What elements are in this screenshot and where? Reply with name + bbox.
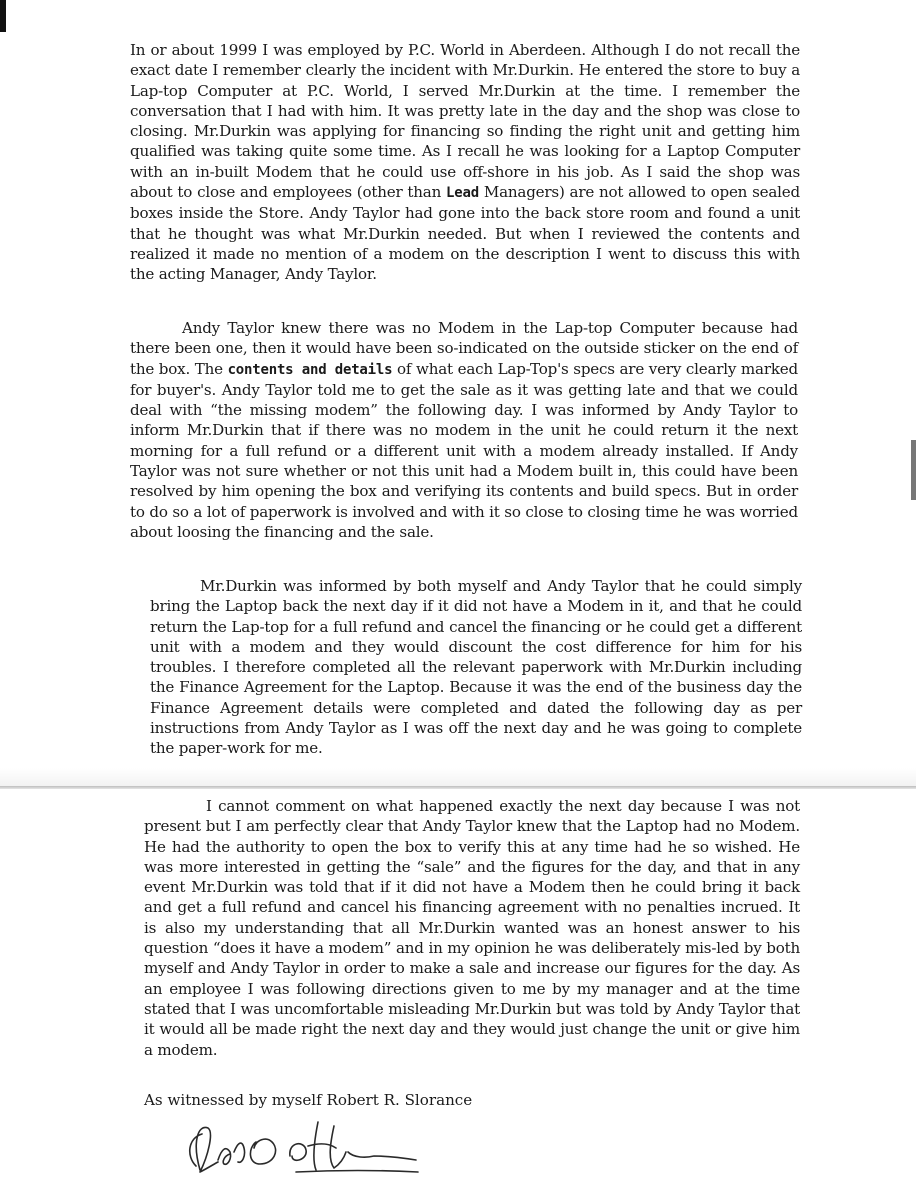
paragraph-2 [130, 318, 798, 542]
paragraph-1 [130, 40, 800, 285]
paragraph-1-bold-word: Lead [446, 185, 479, 202]
paragraph-2-bold-phrase: contents and details [227, 361, 393, 378]
paragraph-2-text-end: of what each Lap-Top's specs are very clearly marked for buyer's. Andy Taylor told me to get the sale as it was getting late and that we could deal with “the missing modem” the following day. I was informed by Andy Taylor to inform Mr.Durkin that if there was no modem in the unit he could return it the next morning for a full refund or a different unit with a modem already installed. If Andy Taylor was not sure whether or not this unit had a Modem built in, this could have been resolved by him opening the box and verifying its contents and build specs. But in order to do so a lot of paperwork is involved and with it so close to closing time he was worried about loosing the financing and the sale. [130, 359, 798, 541]
witness-line: As witnessed by myself Robert R. Slorance [144, 1091, 473, 1109]
paragraph-1-text-end: Managers) are not allowed to open sealed boxes inside the Store. Andy Taylor had gone into the back store room and found a unit that he thought was what Mr.Durkin needed. But when I reviewed the contents and realized it made no mention of a modem on the description I went to discuss this with the acting Manager, Andy Taylor. [130, 183, 800, 284]
scan-edge-mark [0, 0, 6, 32]
paragraph-2-text: Andy Taylor knew there was no Modem in the Lap-top Computer because had there been one, then it would have been so-indicated on the outside sticker on the end of the box. The [130, 319, 798, 378]
paragraph-4: I cannot comment on what happened exactly the next day because I was not present but I am perfectly clear that Andy Taylor knew that the Laptop had no Modem. He had the authority to open the box to verify this at any time had he so wished. He was more interested in getting the “sale” and the figures for the day, and that in any event Mr.Durkin was told that if it did not have a Modem then he could bring it back and get a full refund and cancel his financing agreement with no penalties incrued. It is also my understanding that all Mr.Durkin wanted was an honest answer to his question “does it have a modem” and in my opinion he was deliberately mis-led by both myself and Andy Taylor in order to make a sale and increase our figures for the day. As an employee I was following directions given to me by my manager and at the time stated that I was uncomfortable misleading Mr.Durkin but was told by Andy Taylor that it would all be made right the next day and they would just change the unit or give him a modem. [144, 797, 800, 1059]
scan-edge-mark-right [911, 440, 916, 500]
paper-fold-shadow [0, 768, 916, 786]
paper-fold-line [0, 786, 916, 789]
paragraph-3: Mr.Durkin was informed by both myself and Andy Taylor that he could simply bring the Laptop back the next day if it did not have a Modem in it, and that he could return the Lap-top for a full refund and cancel the financing or he could get a different unit with a modem and they would discount the cost difference for him for his troubles. I therefore completed all the relevant paperwork with Mr.Durkin including the Finance Agreement for the Laptop. Because it was the end of the business day the Finance Agreement details were completed and dated the following day as per instructions from Andy Taylor as I was off the next day and he was going to complete the paper-work for me. [150, 577, 802, 758]
paragraph-1-text: In or about 1999 I was employed by P.C. World in Aberdeen. Although I do not recall the exact date I remember clearly the incident with Mr.Durkin. He entered the store to buy a Lap-top Computer at P.C. World, I served Mr.Durkin at the time. I remember the conversation that I had with him. It was pretty late in the day and the shop was close to closing. Mr.Durkin was applying for financing so finding the right unit and getting him qualified was taking quite some time. As I recall he was looking for a Laptop Computer with an in-built Modem that he could use off-shore in his job. As I said the shop was about to close and employees (other than [130, 41, 800, 202]
handwritten-signature [178, 1112, 428, 1192]
